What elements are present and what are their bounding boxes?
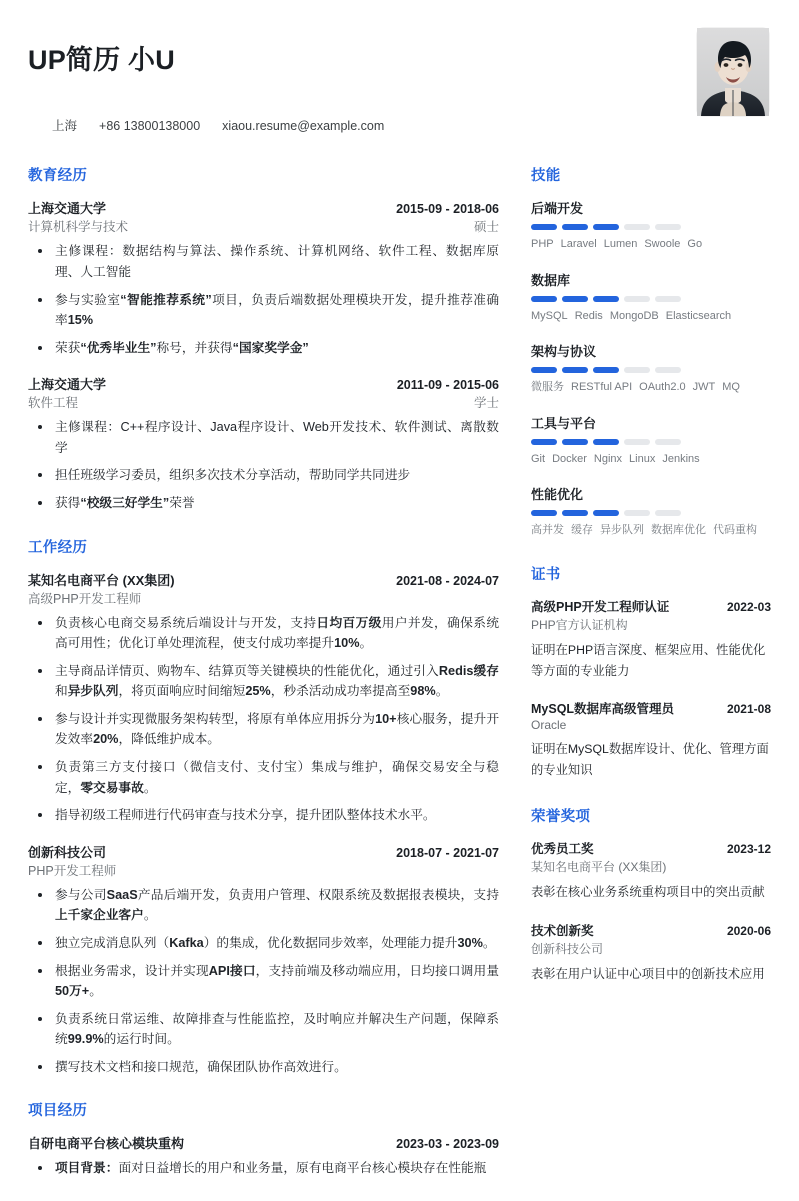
bullet-item: 负责第三方支付接口（微信支付、支付宝）集成与维护，确保交易安全与稳定，零交易事故。 bbox=[28, 757, 499, 798]
skill-tag: Laravel bbox=[560, 238, 597, 251]
certificate-date: 2022-03 bbox=[726, 599, 771, 614]
bullet-item: 指导初级工程师进行代码审查与技术分享，提升团队整体技术水平。 bbox=[28, 805, 499, 826]
skill-tag: Jenkins bbox=[662, 452, 700, 465]
job-title: 高级PHP开发工程师 bbox=[28, 591, 142, 606]
skill-group bbox=[531, 484, 771, 539]
entry-sub-row bbox=[28, 393, 499, 411]
bullet-list bbox=[28, 613, 499, 826]
skill-tag: MySQL bbox=[531, 309, 568, 322]
skill-segment-empty bbox=[624, 439, 650, 445]
skill-tag: MQ bbox=[722, 381, 740, 394]
certificate-description: 证明在PHP语言深度、框架应用、性能优化等方面的专业能力 bbox=[531, 642, 766, 679]
entry-heading-row bbox=[28, 374, 499, 393]
skill-group bbox=[531, 341, 771, 396]
skill-segment-filled bbox=[562, 510, 588, 516]
entry-heading-row bbox=[28, 1133, 499, 1152]
skill-segment-filled bbox=[562, 296, 588, 302]
bullet-list bbox=[28, 417, 499, 513]
skill-tag: Elasticsearch bbox=[665, 309, 732, 322]
award-description: 表彰在核心业务系统重构项目中的突出贡献 bbox=[531, 885, 765, 900]
entry-date: 2015-09 - 2018-06 bbox=[396, 202, 499, 217]
skill-segment-empty bbox=[655, 439, 681, 445]
major-name: 软件工程 bbox=[28, 396, 79, 411]
skill-tag-list bbox=[531, 308, 771, 325]
certificate-description: 证明在MySQL数据库设计、优化、管理方面的专业知识 bbox=[531, 742, 769, 778]
major-name: 计算机科学与技术 bbox=[28, 220, 129, 235]
skill-segment-filled bbox=[531, 296, 557, 302]
skill-segment-empty bbox=[655, 367, 681, 373]
job-title: PHP开发工程师 bbox=[28, 863, 117, 878]
right-column bbox=[525, 164, 771, 1201]
education-entry bbox=[28, 374, 499, 513]
bullet-item: 参与设计并实现微服务架构转型，将原有单体应用拆分为10+核心服务，提升开发效率20%，降低维护成本。 bbox=[28, 709, 499, 750]
skill-segment-filled bbox=[531, 224, 557, 230]
entry-heading-row bbox=[28, 570, 499, 589]
resume-header bbox=[28, 24, 771, 134]
resume-body bbox=[28, 164, 771, 1201]
section-title-projects: 项目经历 bbox=[28, 1103, 88, 1120]
identity-block bbox=[28, 24, 384, 134]
skill-segment-filled bbox=[531, 367, 557, 373]
card-heading-row bbox=[531, 597, 771, 615]
degree-label: 硕士 bbox=[473, 220, 499, 235]
project-list bbox=[28, 1133, 499, 1179]
skill-group-name: 架构与协议 bbox=[531, 344, 597, 360]
project-name: 自研电商平台核心模块重构 bbox=[28, 1136, 185, 1152]
skill-segment-empty bbox=[624, 224, 650, 230]
skill-tag: Lumen bbox=[603, 238, 638, 251]
card-heading-row bbox=[531, 699, 771, 717]
bullet-item: 项目背景：面对日益增长的用户和业务量，原有电商平台核心模块存在性能瓶 bbox=[28, 1158, 499, 1179]
contact-location: 上海 bbox=[52, 119, 78, 134]
award-list bbox=[531, 839, 771, 984]
certificate-date: 2021-08 bbox=[726, 702, 771, 717]
certificate-issuer: PHP官方认证机构 bbox=[531, 617, 628, 632]
skill-segment-filled bbox=[562, 224, 588, 230]
award bbox=[531, 839, 771, 903]
certificate-name: 高级PHP开发工程师认证 bbox=[531, 599, 670, 614]
skill-segment-filled bbox=[562, 367, 588, 373]
entry-sub-row bbox=[28, 589, 499, 607]
contact-row bbox=[28, 116, 384, 134]
skill-segment-empty bbox=[655, 510, 681, 516]
skill-segment-filled bbox=[593, 367, 619, 373]
skill-segment-filled bbox=[531, 439, 557, 445]
skill-segment-empty bbox=[624, 367, 650, 373]
skill-tag: 微服务 bbox=[531, 381, 564, 394]
bullet-item: 负责核心电商交易系统后端设计与开发，支持日均百万级用户并发，确保系统高可用性；优化订单处理流程，使支付成功率提升10%。 bbox=[28, 613, 499, 654]
skill-level-bar bbox=[531, 224, 771, 230]
entry-date: 2018-07 - 2021-07 bbox=[396, 845, 499, 860]
skill-tag: Redis bbox=[574, 309, 603, 322]
bullet-list bbox=[28, 241, 499, 358]
skill-level-bar bbox=[531, 296, 771, 302]
skill-tag: 高并发 bbox=[531, 524, 564, 537]
award-issuer: 某知名电商平台 (XX集团) bbox=[531, 860, 667, 875]
skill-tag: Swoole bbox=[644, 238, 681, 251]
award-name: 技术创新奖 bbox=[531, 923, 594, 938]
award-name: 优秀员工奖 bbox=[531, 842, 594, 857]
award-issuer: 创新科技公司 bbox=[531, 941, 604, 956]
section-certificates bbox=[531, 563, 771, 782]
project-entry bbox=[28, 1133, 499, 1179]
award-date: 2023-12 bbox=[726, 842, 771, 857]
skill-segment-filled bbox=[562, 439, 588, 445]
skill-tag: MongoDB bbox=[609, 309, 659, 322]
skill-tag: 异步队列 bbox=[600, 524, 644, 537]
skill-tag: Docker bbox=[552, 452, 587, 465]
work-entry bbox=[28, 570, 499, 826]
skill-level-bar bbox=[531, 367, 771, 373]
skill-segment-filled bbox=[593, 296, 619, 302]
section-awards bbox=[531, 805, 771, 984]
entry-date: 2021-08 - 2024-07 bbox=[396, 573, 499, 588]
skill-tag-list bbox=[531, 236, 771, 253]
company-name: 创新科技公司 bbox=[28, 844, 107, 860]
contact-phone: +86 13800138000 bbox=[99, 119, 201, 134]
certificate bbox=[531, 597, 771, 682]
school-name: 上海交通大学 bbox=[28, 201, 107, 217]
certificate-issuer: Oracle bbox=[531, 718, 567, 733]
certificate-name: MySQL数据库高级管理员 bbox=[531, 702, 675, 717]
skill-segment-empty bbox=[655, 296, 681, 302]
bullet-item: 参与实验室“智能推荐系统”项目，负责后端数据处理模块开发，提升推荐准确率15% bbox=[28, 290, 499, 331]
card-heading-row bbox=[531, 921, 771, 939]
education-entry bbox=[28, 198, 499, 358]
skill-tag: Git bbox=[531, 452, 546, 465]
contact-email: xiaou.resume@example.com bbox=[222, 119, 385, 134]
certificate-list bbox=[531, 597, 771, 782]
bullet-item: 主修课程：数据结构与算法、操作系统、计算机网络、软件工程、数据库原理、人工智能 bbox=[28, 241, 499, 282]
skill-list bbox=[531, 198, 771, 539]
entry-date: 2011-09 - 2015-06 bbox=[396, 378, 499, 393]
degree-label: 学士 bbox=[473, 396, 499, 411]
skill-group bbox=[531, 270, 771, 325]
skill-tag: 代码重构 bbox=[713, 524, 757, 537]
award bbox=[531, 921, 771, 985]
bullet-item: 独立完成消息队列（Kafka）的集成，优化数据同步效率，处理能力提升30%。 bbox=[28, 933, 499, 954]
section-title-education: 教育经历 bbox=[28, 168, 88, 185]
skill-tag: PHP bbox=[531, 238, 554, 251]
skill-segment-empty bbox=[624, 510, 650, 516]
section-work bbox=[28, 536, 499, 1078]
section-title-certificates: 证书 bbox=[531, 566, 561, 583]
skill-segment-filled bbox=[593, 224, 619, 230]
section-title-skills: 技能 bbox=[531, 168, 561, 185]
skill-group-name: 性能优化 bbox=[531, 487, 584, 503]
entry-heading-row bbox=[28, 842, 499, 861]
skill-tag: JWT bbox=[692, 381, 716, 394]
skill-tag-list bbox=[531, 379, 771, 396]
avatar bbox=[697, 28, 769, 116]
school-name: 上海交通大学 bbox=[28, 377, 107, 393]
skill-tag: Nginx bbox=[593, 452, 623, 465]
skill-segment-filled bbox=[531, 510, 557, 516]
bullet-list bbox=[28, 1158, 499, 1179]
card-heading-row bbox=[531, 839, 771, 857]
avatar-portrait-icon bbox=[697, 28, 769, 116]
bullet-item: 负责系统日常运维、故障排查与性能监控，及时响应并解决生产问题，保障系统99.9%的运行时间。 bbox=[28, 1009, 499, 1050]
education-list bbox=[28, 198, 499, 513]
skill-segment-empty bbox=[624, 296, 650, 302]
skill-tag: 缓存 bbox=[571, 524, 593, 537]
bullet-item: 撰写技术文档和接口规范，确保团队协作高效进行。 bbox=[28, 1057, 499, 1078]
skill-segment-filled bbox=[593, 510, 619, 516]
page-title: UP简历 小U bbox=[28, 45, 175, 75]
entry-date: 2023-03 - 2023-09 bbox=[396, 1137, 499, 1152]
bullet-item: 根据业务需求，设计并实现API接口，支持前端及移动端应用，日均接口调用量50万+。 bbox=[28, 961, 499, 1002]
award-date: 2020-06 bbox=[726, 923, 771, 938]
skill-level-bar bbox=[531, 510, 771, 516]
skill-segment-filled bbox=[593, 439, 619, 445]
bullet-item: 担任班级学习委员，组织多次技术分享活动，帮助同学共同进步 bbox=[28, 465, 499, 486]
skill-tag-list bbox=[531, 522, 771, 539]
skill-tag: Go bbox=[687, 238, 703, 251]
section-title-work: 工作经历 bbox=[28, 539, 88, 556]
skill-tag: Linux bbox=[629, 452, 656, 465]
skill-segment-empty bbox=[655, 224, 681, 230]
certificate bbox=[531, 699, 771, 781]
skill-level-bar bbox=[531, 439, 771, 445]
company-name: 某知名电商平台 (XX集团) bbox=[28, 572, 175, 588]
section-skills bbox=[531, 164, 771, 539]
bullet-item: 主导商品详情页、购物车、结算页等关键模块的性能优化，通过引入Redis缓存和异步队列，将页面响应时间缩短25%，秒杀活动成功率提高至98%。 bbox=[28, 661, 499, 702]
bullet-item: 获得“校级三好学生”荣誉 bbox=[28, 493, 499, 514]
work-list bbox=[28, 570, 499, 1078]
bullet-item: 主修课程：C++程序设计、Java程序设计、Web开发技术、软件测试、离散数学 bbox=[28, 417, 499, 458]
skill-group bbox=[531, 413, 771, 468]
skill-tag: 数据库优化 bbox=[651, 524, 706, 537]
skill-tag: OAuth2.0 bbox=[639, 381, 686, 394]
entry-heading-row bbox=[28, 198, 499, 217]
section-education bbox=[28, 164, 499, 513]
work-entry bbox=[28, 842, 499, 1078]
bullet-item: 参与公司SaaS产品后端开发，负责用户管理、权限系统及数据报表模块，支持上千家企业客户。 bbox=[28, 885, 499, 926]
bullet-list bbox=[28, 885, 499, 1078]
skill-tag: RESTful API bbox=[571, 381, 633, 394]
section-title-awards: 荣誉奖项 bbox=[531, 809, 591, 826]
entry-sub-row bbox=[28, 861, 499, 879]
skill-group-name: 工具与平台 bbox=[531, 415, 597, 431]
section-projects bbox=[28, 1099, 499, 1179]
skill-group-name: 数据库 bbox=[531, 272, 571, 288]
entry-sub-row bbox=[28, 217, 499, 235]
award-description: 表彰在用户认证中心项目中的创新技术应用 bbox=[531, 966, 765, 981]
left-column bbox=[28, 164, 525, 1201]
bullet-item: 荣获“优秀毕业生”称号，并获得“国家奖学金” bbox=[28, 338, 499, 359]
skill-tag-list bbox=[531, 451, 771, 468]
skill-group-name: 后端开发 bbox=[531, 201, 584, 217]
skill-group bbox=[531, 198, 771, 253]
